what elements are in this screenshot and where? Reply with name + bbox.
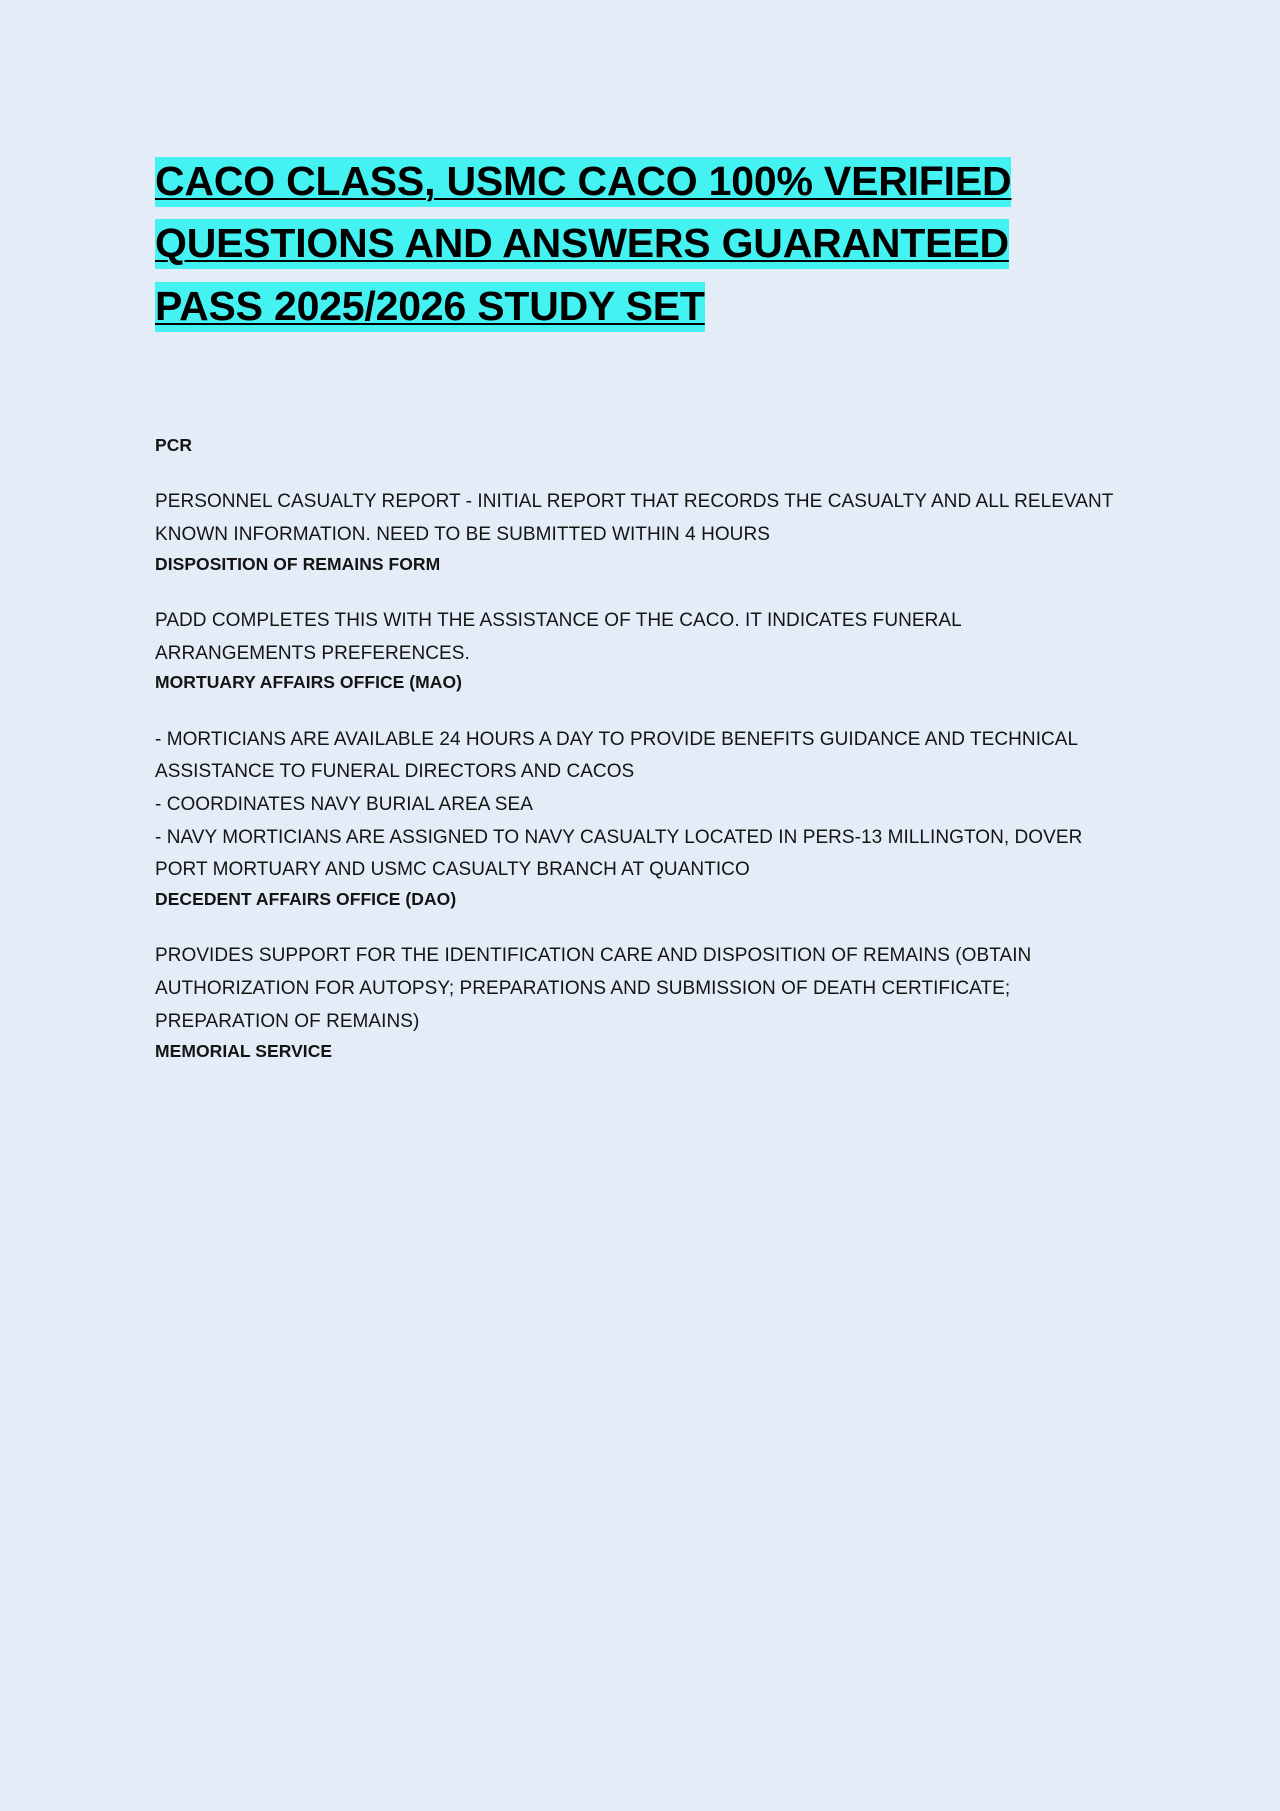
list-item: [155, 887, 1125, 1038]
list-item: [155, 670, 1125, 887]
entry-term: MORTUARY AFFAIRS OFFICE (MAO): [155, 672, 463, 693]
entry-definition: PROVIDES SUPPORT FOR THE IDENTIFICATION CARE AND DISPOSITION OF REMAINS (OBTAIN AUTHORIZATION FOR AUTOPSY; PREPARATIONS AND SUBMISSION OF DEATH CERTIFICATE; PREPARATION OF REMAINS): [155, 945, 1032, 1032]
document-body: [155, 433, 1125, 1064]
entry-definition: PADD COMPLETES THIS WITH THE ASSISTANCE OF THE CACO. IT INDICATES FUNERAL ARRANGEMENTS PREFERENCES.: [155, 610, 961, 664]
page-title-highlight: CACO CLASS, USMC CACO 100% VERIFIED QUESTIONS AND ANSWERS GUARANTEED PASS 2025/2026 STUDY SET: [155, 157, 1011, 332]
entry-term: MEMORIAL SERVICE: [155, 1040, 333, 1061]
entry-term: PCR: [155, 434, 193, 455]
entry-definition: PERSONNEL CASUALTY REPORT - INITIAL REPORT THAT RECORDS THE CASUALTY AND ALL RELEVANT KNOWN INFORMATION. NEED TO BE SUBMITTED WITHIN 4 HOURS: [155, 491, 1114, 545]
entry-definition: - MORTICIANS ARE AVAILABLE 24 HOURS A DAY TO PROVIDE BENEFITS GUIDANCE AND TECHNICAL ASSISTANCE TO FUNERAL DIRECTORS AND CACOS - COORDINATES NAVY BURIAL AREA SEA - NAVY MORTICIANS ARE ASSIGNED TO NAVY CASUALTY LOCATED IN PERS-13 MILLINGTON, DOVER PORT MORTUARY AND USMC CASUALTY BRANCH AT QUANTICO: [155, 728, 1083, 881]
list-item: [155, 1039, 1125, 1064]
page-title: [155, 150, 1110, 337]
entry-term: DECEDENT AFFAIRS OFFICE (DAO): [155, 889, 457, 910]
entry-term: DISPOSITION OF REMAINS FORM: [155, 553, 441, 574]
list-item: [155, 552, 1125, 671]
list-item: [155, 433, 1125, 552]
